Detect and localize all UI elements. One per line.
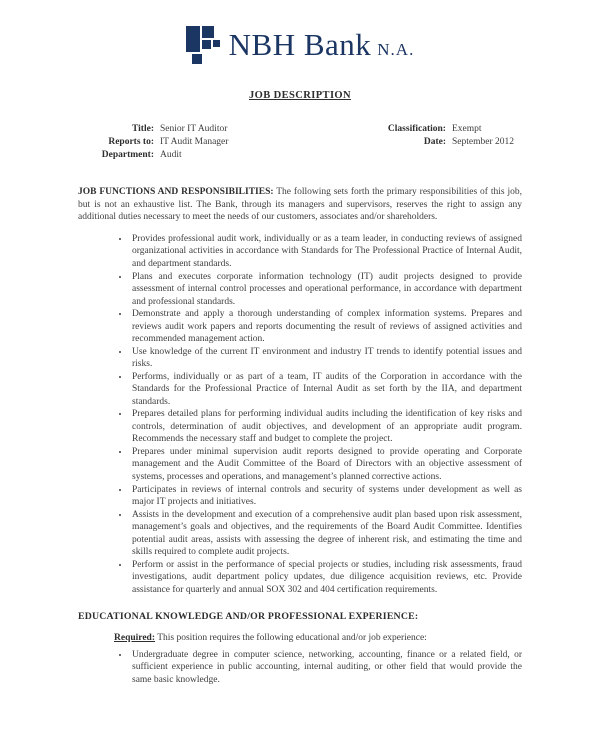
functions-intro-text: The following sets forth the primary responsibilities of this job, but is not an exhaustive list. The Bank, through its managers and supervisors, reserves the right to assign any additional duties necessary to meet the needs of our customers, associates and/or shareholders. <box>78 187 522 223</box>
meta-value-reports-to: IT Audit Manager <box>160 137 229 148</box>
meta-label-classification: Classification: <box>387 124 446 134</box>
stepped-squares-logo-icon <box>186 26 220 64</box>
required-label: Required: <box>114 633 155 644</box>
list-item: • Performs, individually or as part of a team, IT audits of the Corporation in accordance with the Standards for the Professional Practice of Internal Audit as set forth by the IIA, and department standards. <box>130 371 522 409</box>
meta-right-column <box>354 123 514 162</box>
bank-name: NBH Bank <box>228 27 372 62</box>
functions-bullet-list <box>78 233 522 596</box>
list-item: • Use knowledge of the current IT environment and industry IT trends to identify potential issues and risks. <box>130 346 522 371</box>
meta-value-date: September 2012 <box>451 137 514 148</box>
page-title: JOB DESCRIPTION <box>249 90 351 101</box>
meta-label-reports-to: Reports to: <box>108 137 154 148</box>
list-item: • Participates in reviews of internal controls and security of systems under development as well as major IT projects and initiatives. <box>130 484 522 509</box>
bank-suffix: N.A. <box>377 40 415 59</box>
required-text: This position requires the following educational and/or job experience: <box>155 633 427 644</box>
list-item: • Demonstrate and apply a thorough understanding of complex information systems. Prepares and reviews audit work papers and reports documenting the result of reviews of assigned activities and recommended management action. <box>130 308 522 346</box>
meta-value-classification: Exempt <box>451 124 482 134</box>
list-item: • Perform or assist in the performance of special projects or studies, including risk assessments, fraud investigations, audit department policy updates, due diligence acquisition reviews, etc. Provide assistance for quarterly and annual SOX 302 and 404 certification requirements. <box>130 559 522 597</box>
meta-label-title: Title: <box>132 124 154 134</box>
education-heading: EDUCATIONAL KNOWLEDGE AND/OR PROFESSIONAL EXPERIENCE: <box>78 611 419 623</box>
meta-value-title: Senior IT Auditor <box>160 124 228 134</box>
meta-block <box>78 123 522 162</box>
functions-heading: JOB FUNCTIONS AND RESPONSIBILITIES: <box>78 187 274 198</box>
list-item: • Undergraduate degree in computer science, networking, accounting, finance or a related field, or sufficient experience in public accounting, internal auditing, or other field that would provide the same basic knowledge. <box>130 649 522 687</box>
required-line <box>114 632 522 645</box>
list-item: • Assists in the development and execution of a comprehensive audit plan based upon risk assessment, management’s goals and objectives, and the requirements of the Board Audit Committee. Identifies potential audit areas, assists with assessing the degree of inherent risk, and estimating the time and skills required to complete audit projects. <box>130 509 522 559</box>
meta-label-department: Department: <box>101 150 154 161</box>
education-bullet-list <box>78 649 522 687</box>
functions-intro-paragraph <box>78 186 522 224</box>
meta-left-column <box>66 123 228 162</box>
list-item: • Provides professional audit work, individually or as a team leader, in conducting reviews of assigned organizational activities in accordance with Standards for The Professional Practice of Internal Audit, and department standards. <box>130 233 522 271</box>
list-item: • Plans and executes corporate information technology (IT) audit projects designed to provide assessment of internal control processes and operational performance, in accordance with department and professional standards. <box>130 271 522 309</box>
list-item: • Prepares under minimal supervision audit reports designed to provide operating and Corporate management and the Audit Committee of the Board of Directors with an objective assessment of systems, processes and operations, and management’s planned corrective actions. <box>130 446 522 484</box>
list-item: • Prepares detailed plans for performing individual audits including the identification of key risks and controls, determination of audit objectives, and development of an appropriate audit program. Recommends the necessary staff and budget to complete the project. <box>130 408 522 446</box>
meta-value-department: Audit <box>160 150 182 161</box>
bank-logo-text <box>229 27 415 63</box>
bank-logo <box>78 26 522 64</box>
meta-label-date: Date: <box>423 137 446 148</box>
